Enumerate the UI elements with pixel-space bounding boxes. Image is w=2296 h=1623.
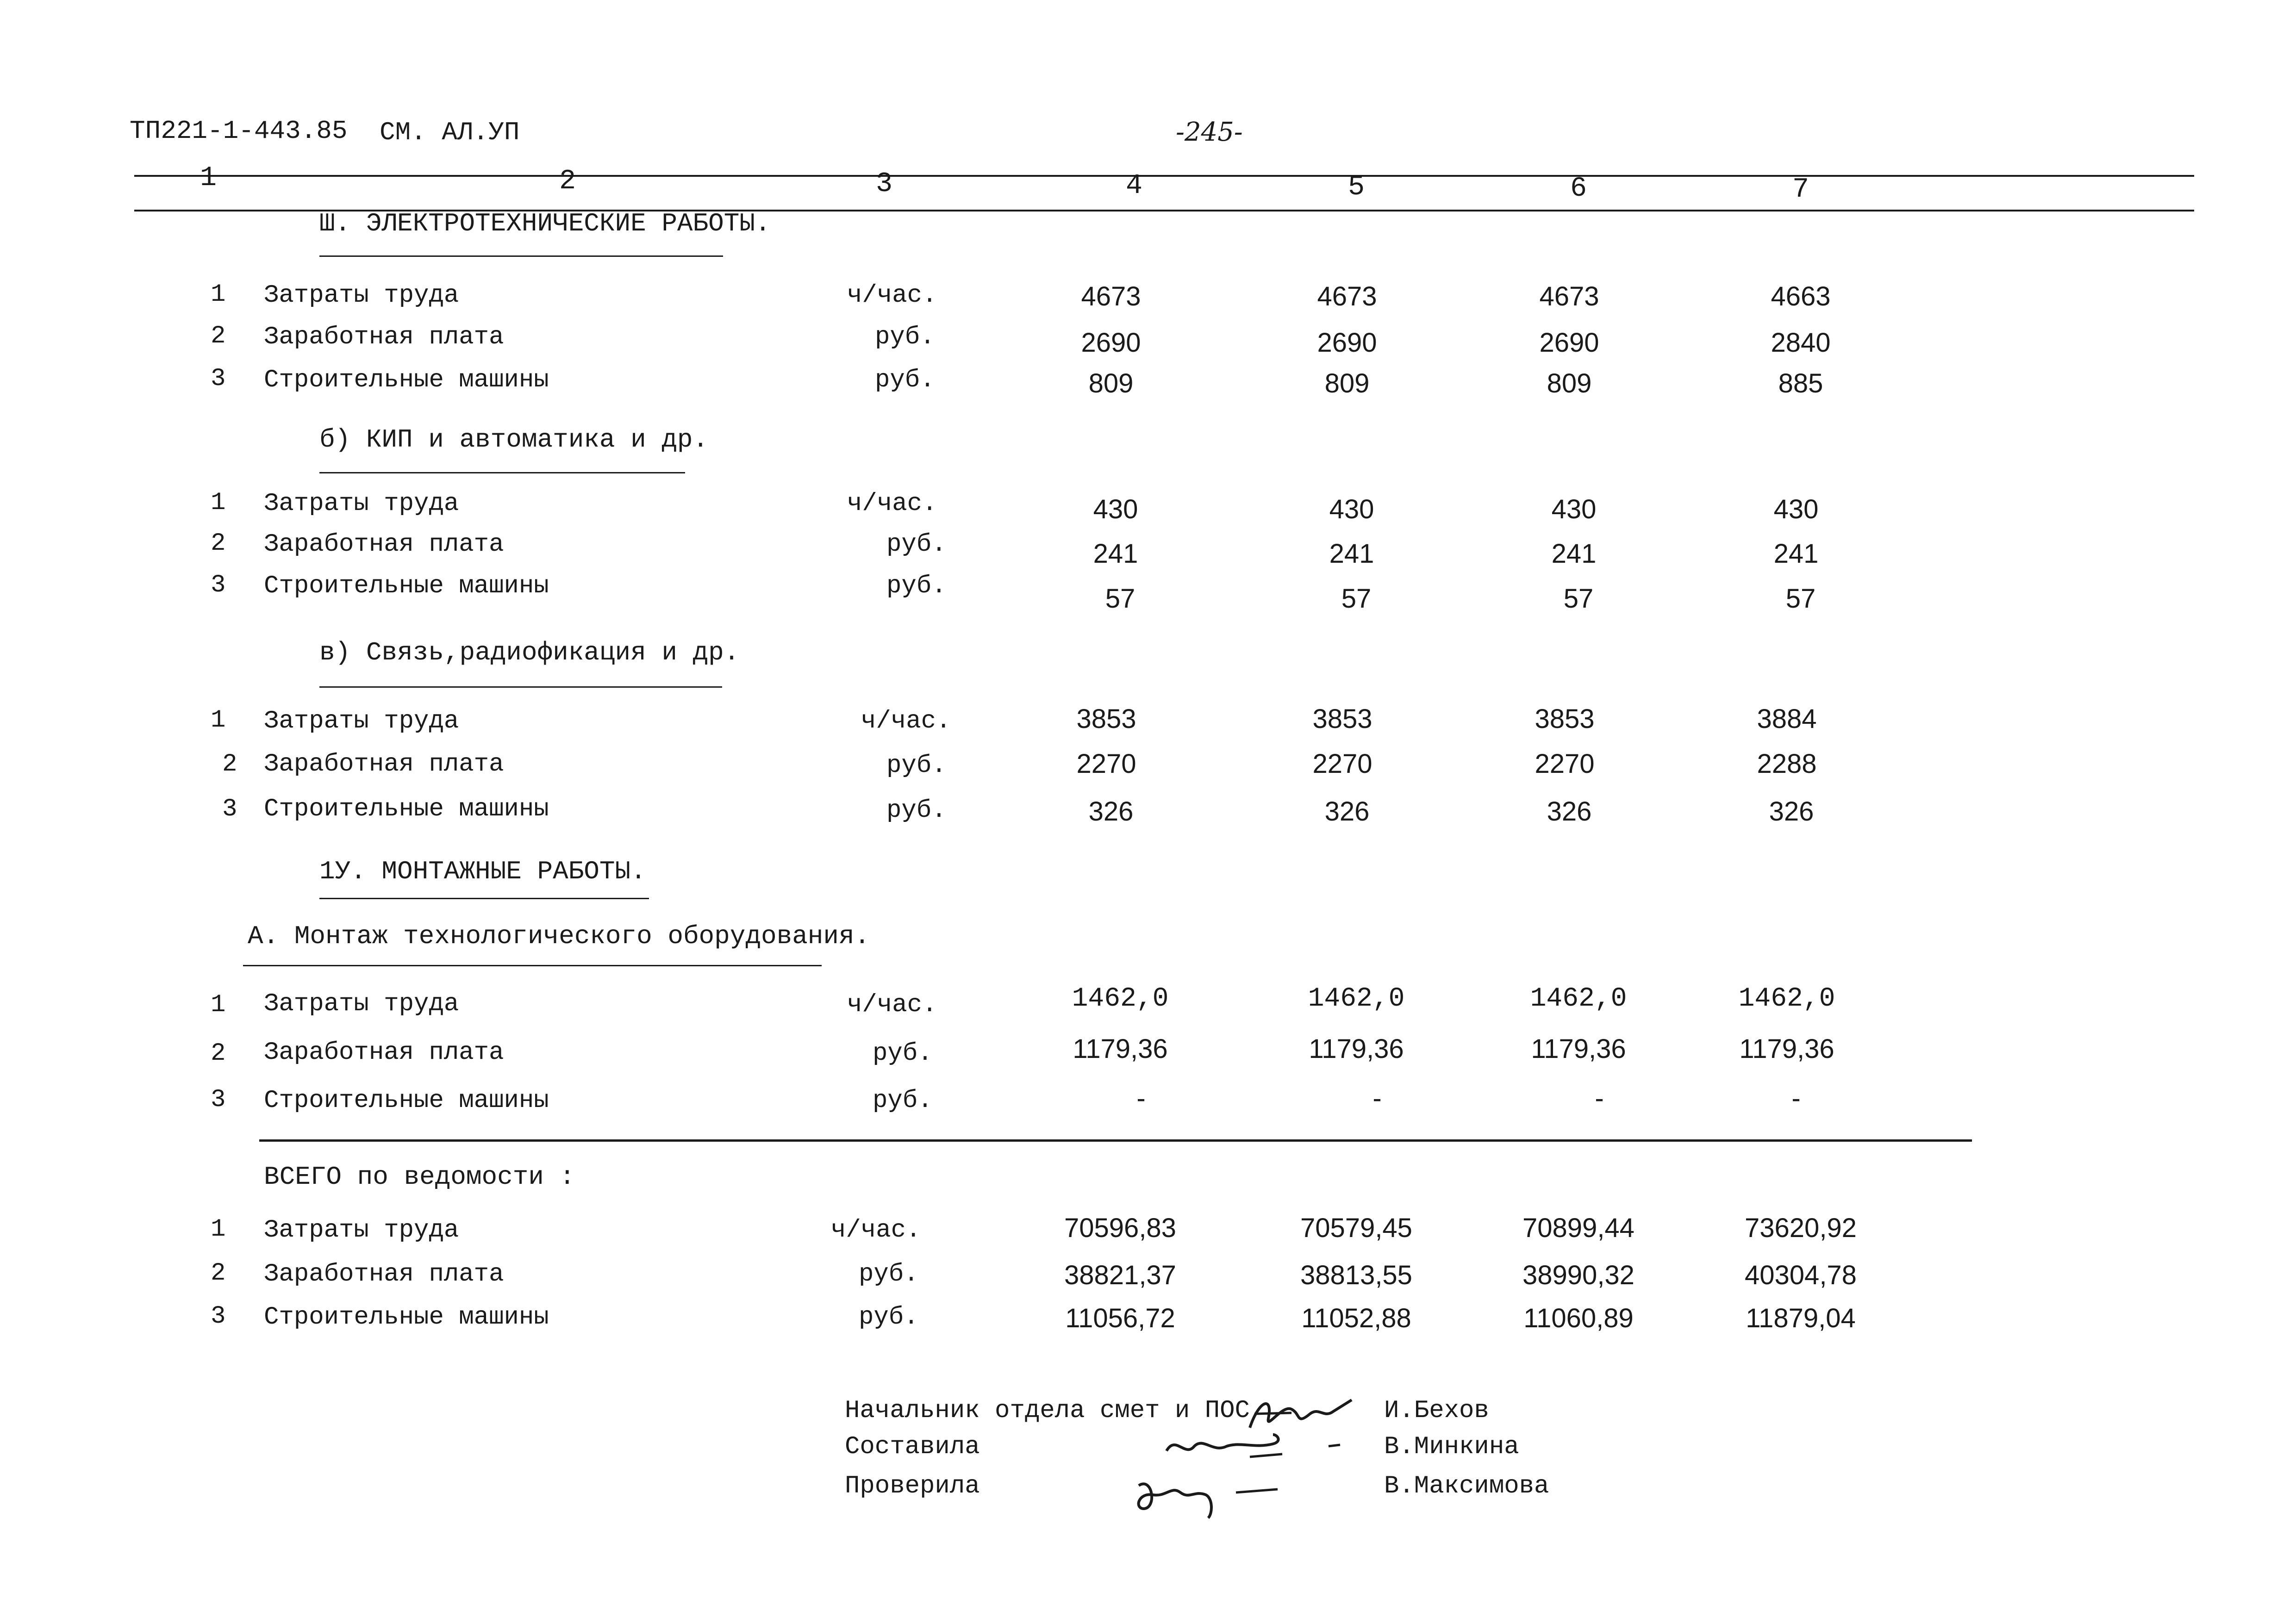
value-col7: 40304,78 — [1745, 1260, 1857, 1290]
row-label: Заработная плата — [264, 323, 504, 351]
value-col4: 11056,72 — [1065, 1303, 1175, 1333]
value-col6: 70899,44 — [1522, 1213, 1635, 1243]
row-label: Заработная плата — [264, 530, 504, 559]
value-col7: 4663 — [1771, 281, 1831, 311]
value-col7: 326 — [1769, 796, 1814, 827]
row-label: Строительные машины — [264, 1303, 549, 1331]
row-label: Заработная плата — [264, 1038, 504, 1067]
value-col5: 57 — [1341, 584, 1372, 614]
section-underline — [319, 255, 723, 257]
value-col6: 2270 — [1535, 749, 1595, 779]
value-col5: 11052,88 — [1301, 1303, 1411, 1333]
value-col7: 885 — [1778, 368, 1823, 398]
row-number: 3 — [211, 1086, 226, 1114]
signature-name-compiled: В.Минкина — [1384, 1433, 1519, 1461]
row-number: 1 — [211, 1215, 226, 1244]
row-number: 1 — [211, 706, 226, 734]
value-col4: 4673 — [1081, 281, 1141, 311]
value-col5: 326 — [1324, 796, 1370, 827]
row-label: Затраты труда — [264, 707, 459, 735]
row-unit: руб. — [859, 1260, 919, 1288]
row-number: 3 — [222, 795, 237, 823]
value-col7: 57 — [1785, 584, 1816, 614]
section-underline — [319, 898, 649, 899]
row-number: 2 — [211, 1259, 226, 1287]
section-title-installation: 1У. МОНТАЖНЫЕ РАБОТЫ. — [319, 857, 646, 886]
value-col4: 326 — [1088, 796, 1134, 827]
value-col6: 3853 — [1535, 704, 1595, 734]
signature-name-checked: В.Максимова — [1384, 1472, 1549, 1500]
section-title-communications: в) Связь,радиофикация и др. — [319, 638, 740, 667]
value-col7: 73620,92 — [1745, 1213, 1857, 1243]
row-number: 3 — [211, 365, 226, 393]
column-number-5: 5 — [1348, 172, 1365, 203]
row-unit: ч/час. — [847, 490, 937, 518]
column-number-6: 6 — [1570, 173, 1587, 205]
totals-divider — [259, 1139, 1972, 1142]
section-underline — [319, 686, 722, 688]
value-col4: 70596,83 — [1064, 1213, 1176, 1243]
signature-role-head: Начальник отдела смет и ПОС — [845, 1397, 1250, 1425]
value-col4: - — [1136, 1083, 1146, 1113]
value-col7: 430 — [1773, 494, 1819, 524]
document-code: ТП221-1-443.85 — [130, 116, 348, 146]
value-col6: 241 — [1551, 539, 1597, 569]
row-unit: руб. — [875, 323, 935, 351]
value-col4: 38821,37 — [1064, 1260, 1176, 1290]
subsection-underline — [243, 965, 822, 966]
value-col4: 2690 — [1081, 328, 1141, 358]
row-label: Затраты труда — [264, 990, 459, 1018]
row-number: 1 — [211, 280, 226, 309]
row-number: 2 — [211, 1039, 226, 1068]
value-col6: 430 — [1551, 494, 1597, 524]
row-unit: руб. — [886, 530, 947, 559]
row-unit: ч/час. — [847, 991, 937, 1019]
row-unit: ч/час. — [861, 707, 951, 735]
value-col4: 430 — [1093, 494, 1138, 524]
row-number: 3 — [211, 571, 226, 599]
value-col6: 11060,89 — [1523, 1303, 1634, 1333]
handwritten-signature-checked — [1125, 1467, 1310, 1523]
value-col7: 3884 — [1757, 704, 1817, 734]
value-col5: 430 — [1329, 494, 1374, 524]
value-col5: 2270 — [1312, 749, 1373, 779]
handwritten-signature-compiled — [1157, 1425, 1352, 1467]
signature-name-head: И.Бехов — [1384, 1397, 1489, 1425]
row-label: Затраты труда — [264, 1216, 459, 1244]
value-col6: 1179,36 — [1531, 1034, 1626, 1064]
value-col4: 57 — [1105, 584, 1136, 614]
value-col5: 3853 — [1312, 704, 1373, 734]
value-col4: 809 — [1088, 368, 1134, 398]
signature-role-checked: Проверила — [845, 1472, 980, 1500]
row-number: 2 — [211, 322, 226, 350]
page-number: -245- — [1176, 117, 1243, 147]
value-col6: 2690 — [1539, 328, 1599, 358]
value-col5: - — [1373, 1083, 1382, 1113]
value-col6: 57 — [1563, 584, 1594, 614]
column-number-2: 2 — [559, 166, 576, 197]
row-label: Строительные машины — [264, 572, 549, 600]
value-col4: 241 — [1093, 539, 1138, 569]
section-title-kip: б) КИП и автоматика и др. — [319, 425, 709, 454]
value-col4: 1179,36 — [1073, 1034, 1168, 1064]
value-col5: 809 — [1324, 368, 1370, 398]
row-label: Строительные машины — [264, 366, 549, 394]
row-number: 1 — [211, 489, 226, 517]
value-col6: 326 — [1547, 796, 1592, 827]
value-col7: - — [1791, 1083, 1801, 1113]
value-col6: - — [1595, 1083, 1604, 1113]
row-unit: руб. — [873, 1039, 933, 1068]
value-col5: 1179,36 — [1309, 1034, 1404, 1064]
row-unit: руб. — [873, 1087, 933, 1115]
value-col4: 2270 — [1076, 749, 1136, 779]
row-label: Заработная плата — [264, 1260, 504, 1288]
value-col7: 2288 — [1757, 749, 1817, 779]
value-col4: 3853 — [1076, 704, 1136, 734]
subsection-title-equipment: А. Монтаж технологического оборудования. — [248, 921, 870, 951]
row-unit: руб. — [886, 752, 947, 780]
value-col6: 38990,32 — [1522, 1260, 1635, 1290]
row-label: Затраты труда — [264, 490, 459, 518]
column-number-4: 4 — [1126, 170, 1143, 202]
row-number: 2 — [222, 750, 237, 778]
row-unit: ч/час. — [847, 281, 937, 310]
signature-role-compiled: Составила — [845, 1433, 980, 1461]
row-label: Строительные машины — [264, 795, 549, 823]
value-col6: 1462,0 — [1530, 984, 1627, 1014]
value-col7: 241 — [1773, 539, 1819, 569]
document-reference: СМ. АЛ.УП — [380, 118, 520, 147]
value-col5: 1462,0 — [1308, 984, 1405, 1014]
row-unit: ч/час. — [831, 1216, 921, 1244]
totals-title: ВСЕГО по ведомости : — [264, 1162, 575, 1192]
value-col5: 241 — [1329, 539, 1374, 569]
value-col7: 11879,04 — [1746, 1303, 1856, 1333]
row-unit: руб. — [859, 1303, 919, 1331]
header-top-rule — [134, 175, 2194, 177]
row-label: Затраты труда — [264, 281, 459, 310]
row-label: Строительные машины — [264, 1087, 549, 1115]
row-unit: руб. — [886, 572, 947, 600]
section-title-electrical: Ш. ЭЛЕКТРОТЕХНИЧЕСКИЕ РАБОТЫ. — [319, 209, 771, 238]
row-label: Заработная плата — [264, 750, 504, 778]
value-col7: 1179,36 — [1739, 1034, 1834, 1064]
row-number: 1 — [211, 991, 226, 1019]
value-col5: 70579,45 — [1300, 1213, 1412, 1243]
value-col4: 1462,0 — [1072, 984, 1169, 1014]
value-col7: 2840 — [1771, 328, 1831, 358]
row-unit: руб. — [875, 366, 935, 394]
row-number: 2 — [211, 529, 226, 558]
value-col5: 2690 — [1317, 328, 1377, 358]
value-col7: 1462,0 — [1738, 984, 1835, 1014]
value-col5: 4673 — [1317, 281, 1377, 311]
section-underline — [319, 472, 685, 473]
value-col5: 38813,55 — [1300, 1260, 1412, 1290]
column-number-3: 3 — [876, 168, 893, 200]
row-number: 3 — [211, 1302, 226, 1331]
value-col6: 809 — [1547, 368, 1592, 398]
value-col6: 4673 — [1539, 281, 1599, 311]
column-number-1: 1 — [200, 162, 217, 194]
column-number-7: 7 — [1792, 174, 1809, 205]
row-unit: руб. — [886, 796, 947, 825]
